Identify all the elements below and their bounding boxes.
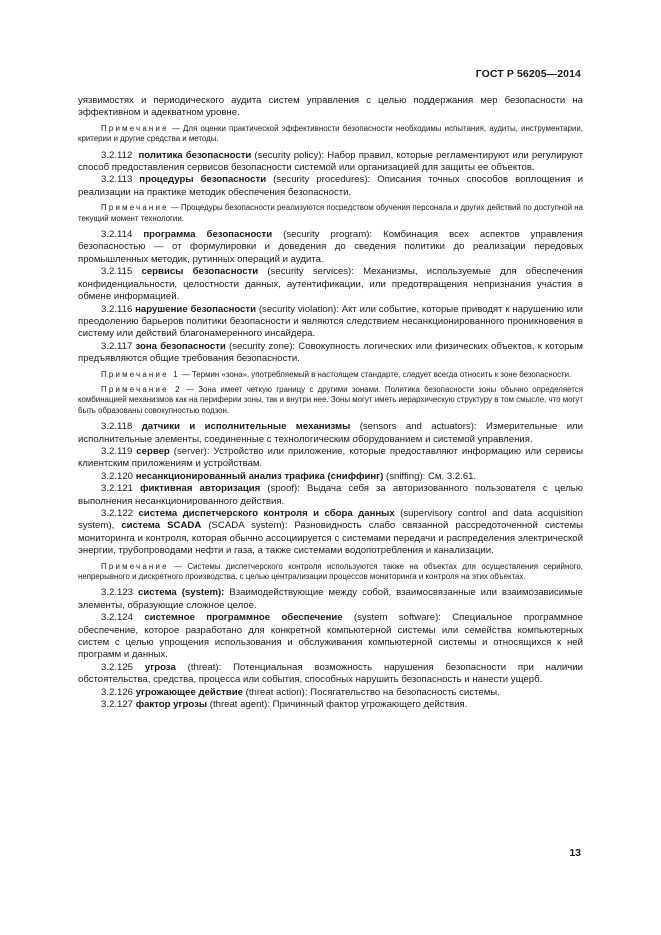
note-label: Примечание: [101, 561, 169, 571]
definition-text: (system software): Специальное программное обеспечение, которое разработано для конкретной компьютерной системы или семейства компьютерных систем с целью упрощения использования и обслуживания компьютерной системы и относящихся к ней программ и данных.: [78, 612, 583, 661]
definition-text: (server): Устройство или приложение, которые предоставляют информацию или сервисы клиентским приложениям и устройствам.: [78, 445, 583, 470]
term-definition: [78, 266, 583, 303]
clause-number: 3.2.120: [101, 470, 136, 482]
definition-text: (supervisory control and data acquisition system), система SCADA (SCADA system): Разновидность слабо связанной рассредоточенной системы мониторинга и контроля, которая обычно ассоциируется с системами передачи и распределения электрической энергии, трубопроводами нефти и газа, а также системами водопотребления и канализации.: [78, 508, 584, 557]
term-definition: [78, 699, 583, 711]
term-definition: [78, 483, 583, 508]
note-label: Примечание: [101, 123, 169, 133]
definition-text: (security procedures): Описания точных способов воплощения и реализации на практике методик обеспечения безопасности.: [78, 174, 583, 198]
term: сервисы безопасности: [141, 266, 259, 278]
note-label: Примечание 2: [101, 384, 182, 394]
clause-number: 3.2.118: [101, 421, 142, 433]
clause-number: 3.2.115: [101, 266, 142, 278]
note-text: — Для оценки практической эффективности безопасности необходимы испытания, аудиты, инструментарии, критерии и другие средства и методы.: [78, 123, 583, 144]
term: сервер: [136, 445, 170, 457]
term: политика безопасности: [138, 149, 252, 161]
definition-text: (security violation): Акт или событие, которые приводят к нарушению или преодолению барьеров политики безопасности и являются следствием несанкционированного проникновения в систему или действий благонамеренного инсайдера.: [78, 303, 583, 340]
note-text: — Зона имеет четкую границу с другими зонами. Политика безопасности зоны обычно определяется комбинацией механизмов как на периферии зоны, так и внутри нее. Зоны могут иметь иерархическую структуру в том смысле, что могут быть образованы совокупностью подзон.: [78, 384, 584, 415]
clause-number: 3.2.119: [101, 445, 137, 457]
term-definition: [78, 587, 583, 612]
note: [78, 562, 583, 583]
standard-header: ГОСТ Р 56205—2014: [475, 68, 581, 80]
note-label: Примечание 1: [101, 369, 180, 379]
term: программа безопасности: [143, 229, 273, 241]
definition-text: (spoof): Выдача себя за авторизованного пользователя с целью выполнения несанкционированного действия.: [78, 483, 583, 507]
clause-number: 3.2.116: [101, 303, 136, 315]
document-body: [78, 95, 583, 712]
term-definition: [78, 341, 583, 366]
note: [78, 370, 583, 380]
definition-text: (security policy): Набор правил, которые регламентируют или регулируют способ предоставления сервисов безопасности системой или организацией для защиты ее объектов.: [78, 149, 583, 174]
clause-number: 3.2.117: [101, 340, 136, 352]
note-text: — Термин «зона», употребляемый в настоящем стандарте, следует всегда относить к зоне безопасности.: [179, 369, 572, 379]
note: [78, 385, 583, 416]
clause-number: 3.2.127: [101, 699, 136, 711]
term-definition: [78, 446, 583, 471]
term: нарушение безопасности: [135, 303, 257, 315]
term: процедуры безопасности: [139, 174, 267, 186]
term-definition: [78, 304, 583, 341]
term-definition: [78, 662, 583, 687]
term-definition: [78, 471, 583, 483]
note-text: — Системы диспетчерского контроля используются также на объектах для осуществления серийного, непрерывного и дискретного производства, с целью централизации процессов мониторинга и контроля на этих объектах.: [78, 561, 583, 582]
definition-text: (security program): Комбинация всех аспектов управления безопасностью — от формулировки и доведения до сведения политики до реализации передовых промышленных методик, рутинных операций и аудита.: [78, 229, 583, 265]
term-definition: [78, 612, 583, 662]
note: [78, 203, 583, 224]
note-text: — Процедуры безопасности реализуются посредством обучения персонала и других действий по доступной на текущий момент технологии.: [78, 203, 583, 223]
definition-text: (threat action): Посягательство на безопасность системы.: [242, 686, 500, 698]
term-definition: [78, 229, 583, 266]
term-definition: [78, 174, 583, 199]
clause-number: 3.2.113: [101, 174, 140, 186]
term: фактор угрозы: [135, 699, 208, 711]
term: несанкционированный анализ трафика (сниффинг): [135, 470, 384, 482]
clause-number: 3.2.123: [101, 587, 138, 599]
term-definition: [78, 150, 583, 175]
definition-text: (sniffing): См. 3.2.61.: [383, 470, 477, 482]
definition-text: (threat agent): Причинный фактор угрожающего действия.: [207, 699, 468, 711]
clause-number: 3.2.122: [101, 508, 139, 519]
clause-number: 3.2.124: [101, 612, 145, 624]
term: система (system):: [137, 587, 225, 599]
term: система диспетчерского контроля и сбора данных: [138, 508, 395, 519]
page-number: 13: [569, 847, 581, 859]
definition-text: уязвимостях и периодического аудита систем управления с целью поддержания мер безопасности на эффективном и адекватном уровне.: [78, 95, 583, 119]
term-definition: [78, 687, 583, 699]
term: угроза: [144, 661, 176, 673]
term: системное программное обеспечение: [144, 612, 343, 624]
clause-number: 3.2.125: [101, 661, 145, 673]
term: зона безопасности: [135, 340, 226, 352]
definition-text: (threat): Потенциальная возможность нарушения безопасности при наличии обстоятельства, средства, процесса или события, способных нарушить безопасность и нанести ущерб.: [78, 661, 583, 686]
definition-text: (security zone): Совокупность логических или физических объектов, к которым предъявляются общие требования безопасности.: [78, 340, 583, 365]
definition-text: (security services): Механизмы, используемые для обеспечения конфиденциальности, целостности данных, аутентификации, или предотвращения непризнания участия в обмене информацией.: [78, 266, 583, 303]
clause-number: 3.2.112: [101, 149, 139, 161]
note-label: Примечание: [101, 203, 169, 213]
paragraph: [78, 95, 583, 120]
term: фиктивная авторизация: [140, 483, 261, 495]
term: угрожающее действие: [135, 686, 243, 698]
clause-number: 3.2.114: [101, 229, 144, 241]
term-definition: [78, 508, 583, 558]
note: [78, 124, 583, 145]
definition-text: Взаимодействующие между собой, взаимосвязанные или взаимозависимые элементы, образующие сложное целое.: [78, 587, 583, 611]
term: датчики и исполнительные механизмы: [141, 421, 351, 433]
clause-number: 3.2.126: [101, 686, 136, 698]
definition-text: (sensors and actuators): Измерительные или исполнительные элементы, соединенные с технологическим оборудованием и системой управления.: [78, 421, 584, 445]
term-definition: [78, 421, 583, 446]
clause-number: 3.2.121: [101, 483, 141, 495]
